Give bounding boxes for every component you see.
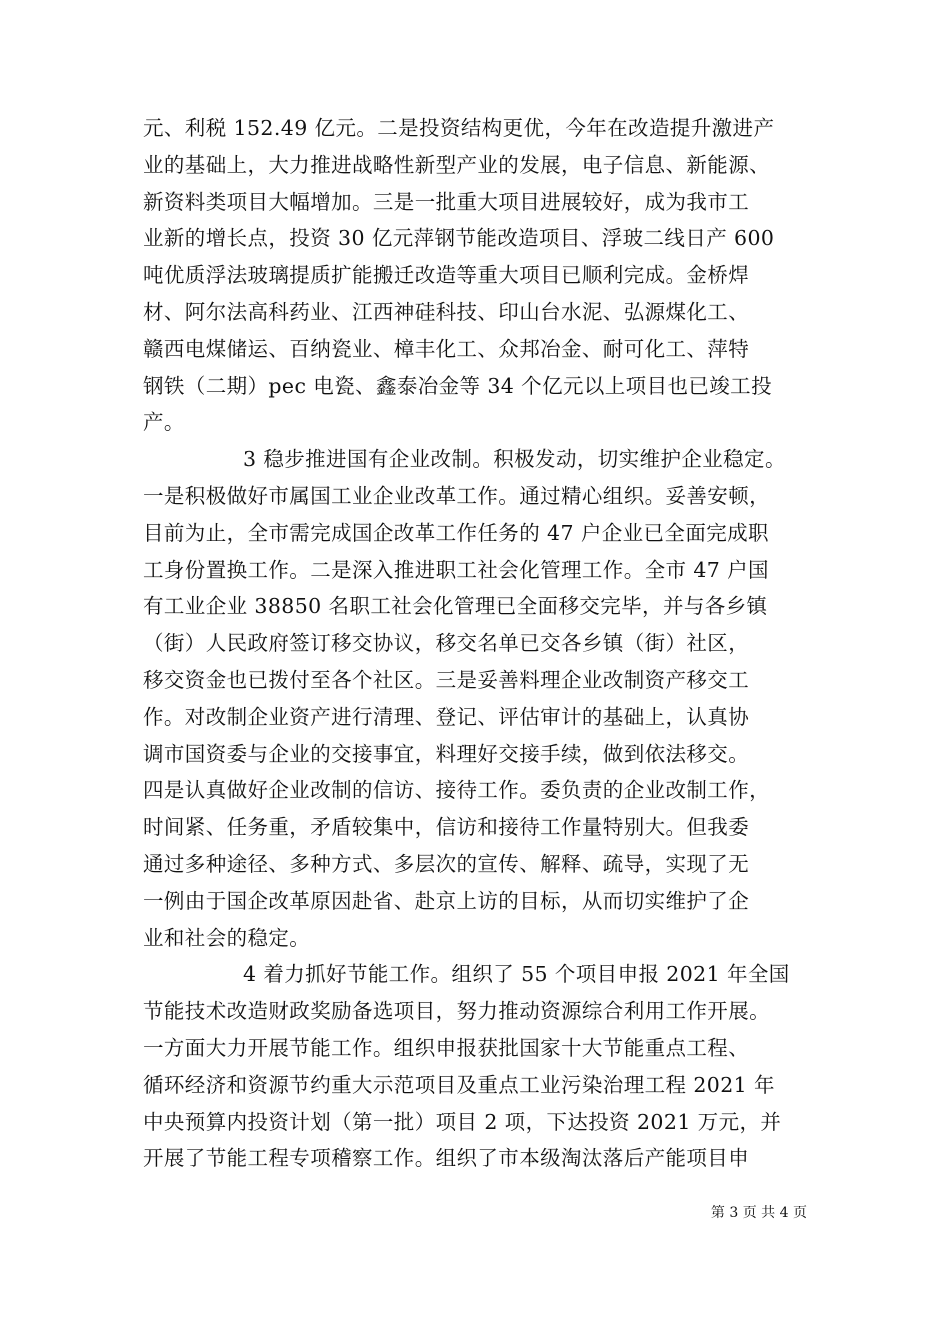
text-line: 业和社会的稳定。	[143, 925, 311, 950]
text-line: 业的基础上，大力推进战略性新型产业的发展，电子信息、新能源、	[143, 152, 770, 177]
text-line: 时间紧、任务重，矛盾较集中，信访和接待工作量特别大。但我委	[143, 815, 750, 840]
text-line: 循环经济和资源节约重大示范项目及重点工业污染治理工程 2021 年	[143, 1072, 775, 1097]
text-line: 四是认真做好企业改制的信访、接待工作。委负责的企业改制工作，	[143, 778, 770, 803]
text-line: 移交资金也已拨付至各个社区。三是妥善料理企业改制资产移交工	[143, 667, 750, 692]
text-line: 元、利税 152.49 亿元。二是投资结构更优，今年在改造提升激进产	[143, 116, 775, 140]
text-line: 一例由于国企改革原因赴省、赴京上访的目标，从而切实维护了企	[143, 888, 750, 913]
text-line: 材、阿尔法高科药业、江西神硅科技、印山台水泥、弘源煤化工、	[143, 299, 750, 324]
text-line: 吨优质浮法玻璃提质扩能搬迁改造等重大项目已顺利完成。金桥焊	[143, 263, 750, 288]
text-line: 钢铁（二期）pec 电瓷、鑫泰冶金等 34 个亿元以上项目也已竣工投	[143, 373, 772, 398]
text-line: 目前为止，全市需完成国企改革工作任务的 47 户企业已全面完成职	[143, 520, 769, 545]
text-line: 赣西电煤储运、百纳瓷业、樟丰化工、众邦冶金、耐可化工、萍特	[143, 336, 750, 361]
page-number: 第 3 页 共 4 页	[710, 1205, 807, 1221]
paragraph-start-line: 3 稳步推进国有企业改制。积极发动，切实维护企业稳定。	[243, 447, 786, 472]
text-line: 产。	[143, 410, 185, 435]
text-line: （街）人民政府签订移交协议，移交名单已交各乡镇（街）社区，	[143, 631, 750, 656]
text-line: 新资料类项目大幅增加。三是一批重大项目进展较好，成为我市工	[143, 189, 750, 214]
text-line: 通过多种途径、多种方式、多层次的宣传、解释、疏导，实现了无	[143, 851, 750, 876]
text-line: 调市国资委与企业的交接事宜，料理好交接手续，做到依法移交。	[143, 741, 750, 766]
text-line: 一方面大力开展节能工作。组织申报获批国家十大节能重点工程、	[143, 1035, 750, 1060]
text-line: 有工业企业 38850 名职工社会化管理已全面移交完毕，并与各乡镇	[143, 594, 768, 619]
text-line: 工身份置换工作。二是深入推进职工社会化管理工作。全市 47 户国	[143, 557, 769, 582]
body-text	[143, 110, 807, 1177]
text-line: 节能技术改造财政奖励备选项目，努力推动资源综合利用工作开展。	[143, 999, 770, 1024]
text-line: 中央预算内投资计划（第一批）项目 2 项，下达投资 2021 万元，并	[143, 1109, 782, 1134]
text-line: 业新的增长点，投资 30 亿元萍钢节能改造项目、浮玻二线日产 600	[143, 226, 775, 251]
text-line: 一是积极做好市属国工业企业改革工作。通过精心组织。妥善安顿，	[143, 483, 770, 508]
text-line: 作。对改制企业资产进行清理、登记、评估审计的基础上，认真协	[143, 704, 750, 729]
text-line: 开展了节能工程专项稽察工作。组织了市本级淘汰落后产能项目申	[143, 1146, 750, 1171]
paragraph-start-line: 4 着力抓好节能工作。组织了 55 个项目申报 2021 年全国	[243, 962, 790, 987]
